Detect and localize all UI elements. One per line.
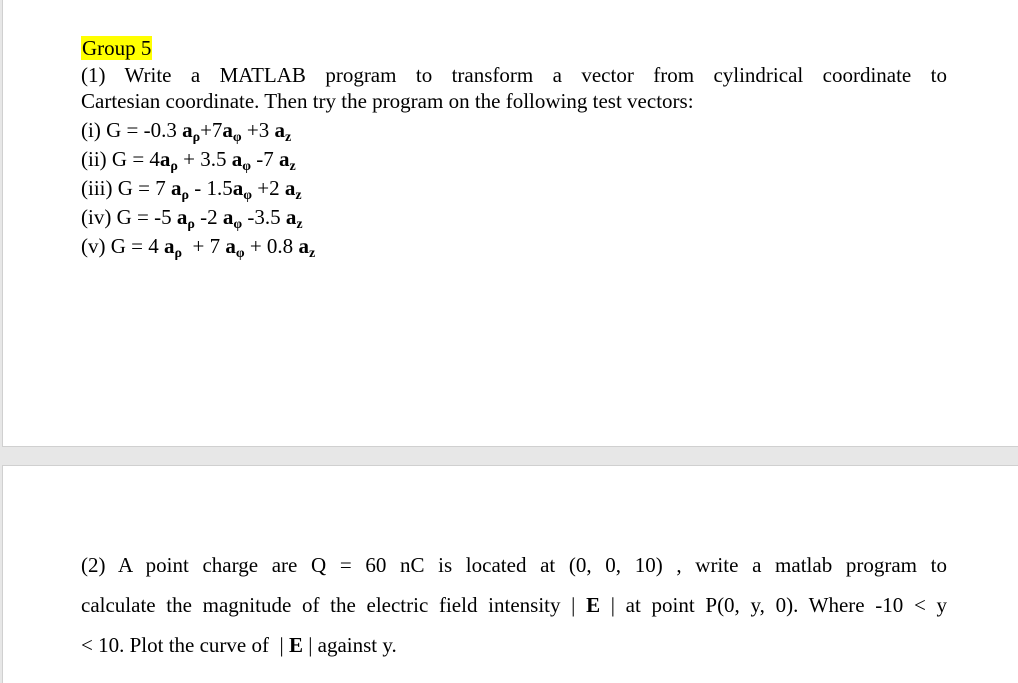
document-page-2	[2, 465, 1018, 683]
test-vector-2: (ii) $G = 4a_\rho + 3.5$ $a_\varphi$ -7 $a_z$	[81, 147, 296, 174]
test-vector-5: (v) G = 4 $a_\rho + 7$ $a_\varphi + 0.8$ $a_z$	[81, 234, 316, 261]
group-heading	[81, 35, 947, 61]
q1-line-2: Cartesian coordinate. Then try the program on the following test vectors:	[81, 89, 694, 113]
test-vector-3: (iii) G = 7 $a_\rho - 1.5a_\varphi +2$ $a_z$	[81, 176, 302, 203]
test-vector-1: (i) G = -0.3 $a_\rho+7a_\varphi +3$ $a_z$	[81, 118, 292, 145]
document-page-1	[2, 0, 1018, 447]
q1-line-1: (1) Write a MATLAB program to transform a vector from cylindrical coordinate to	[81, 63, 947, 87]
q2-line-3: < 10. Plot the curve of | E | against y.	[81, 633, 397, 657]
q2-line-2: calculate the magnitude of the electric field intensity | E | at point P(0, y, 0). Where -10 < y	[81, 593, 947, 617]
group-label: Group 5	[82, 36, 152, 60]
test-vector-4: (iv) G = -5 $a_\rho$ -2 $a_\varphi$ -3.5 $a_z$	[81, 205, 303, 232]
q2-line-1: (2) A point charge are Q = 60 nC is located at (0, 0, 10) , write a matlab program to	[81, 553, 947, 577]
